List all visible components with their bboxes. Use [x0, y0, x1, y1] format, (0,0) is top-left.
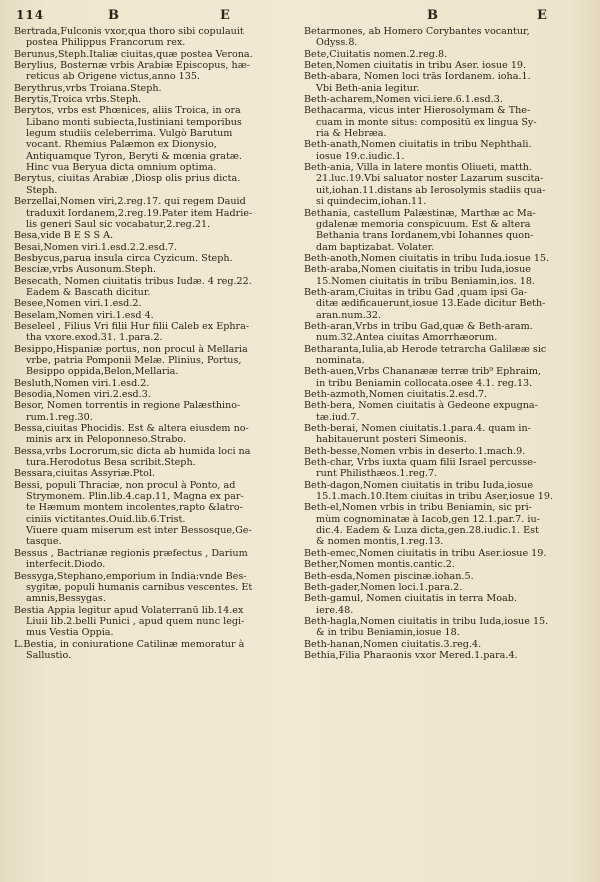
dictionary-entry: [14, 230, 296, 241]
entry-line: vrbe, patria Pomponii Melæ. Plinius, Portus,: [26, 354, 242, 366]
entry-line: Eadem & Bascath dicitur.: [26, 286, 151, 298]
dictionary-entry: [304, 139, 586, 162]
entry-line: 21.luc.19.Vbi saluator noster Lazarum suscita-: [316, 173, 544, 185]
entry-line: Bestia Appia legitur apud Volaterranū lib.14.ex: [14, 604, 244, 616]
entry-line: si quindecim,iohan.11.: [316, 196, 427, 208]
entry-line: Beth-gamul, Nomen ciuitatis in terra Moab.: [304, 593, 517, 605]
entry-line: te Hæmum montem incolentes,rapto &latro-: [26, 502, 243, 514]
dictionary-entry: [14, 605, 296, 639]
dictionary-entry: [304, 548, 586, 559]
dictionary-entry: [14, 389, 296, 400]
entry-line: & in tribu Beniamin,iosue 18.: [316, 627, 460, 639]
dictionary-entry: [14, 60, 296, 83]
dictionary-entry: [304, 49, 586, 60]
entry-line: Berunus,Steph.Italiæ ciuitas,quæ postea Verona.: [14, 48, 253, 60]
dictionary-entry: [14, 344, 296, 378]
entry-line: mùm cognominatæ à Iacob,gen 12.1.par.7. iu-: [316, 513, 540, 525]
dictionary-entry: [304, 105, 586, 139]
entry-line: vocant. Rhemius Palæmon ex Dionysio,: [26, 139, 217, 151]
entry-line: Beth-anath,Nomen ciuitatis in tribu Nephthali.: [304, 139, 532, 151]
entry-line: Betarmones, ab Homero Corybantes vocantur,: [304, 26, 530, 37]
entry-line: tura.Herodotus Besa scribit.Steph.: [26, 457, 196, 469]
entry-line: Bethia,Filia Pharaonis vxor Mered.1.para.4.: [304, 649, 518, 661]
entry-line: lis generi Saul sic vocabatur,2.reg.21.: [26, 218, 211, 230]
entry-line: iere.48.: [316, 604, 354, 616]
running-head-letter: B: [108, 8, 120, 23]
dictionary-entry: [14, 49, 296, 60]
entry-line: reticus ab Origene victus,anno 135.: [26, 71, 200, 83]
entry-line: in tribu Beniamin collocata.osee 4.1. reg.13.: [316, 377, 533, 389]
dictionary-entry: [14, 310, 296, 321]
entry-line: Bethania, castellum Palæstinæ, Marthæ ac Ma-: [304, 207, 536, 219]
entry-line: Beth-hanan,Nomen ciuitatis.3.reg.4.: [304, 638, 482, 650]
entry-line: Beth-abara, Nomen loci trās Iordanem. ioha.1.: [304, 71, 531, 83]
entry-line: Beth-aran,Vrbs in tribu Gad,quæ & Beth-aram.: [304, 320, 533, 332]
dictionary-entry: [304, 582, 586, 593]
dictionary-entry: [304, 344, 586, 367]
entry-line: dic.4. Eadem & Luza dicta,gen.28.iudic.1. Est: [316, 525, 539, 537]
dictionary-entry: [14, 196, 296, 230]
dictionary-entry: [14, 105, 296, 173]
entry-line: 15.1.mach.10.Item ciuitas in tribu Aser,iosue 19.: [316, 491, 554, 503]
entry-line: Beth-char, Vrbs iuxta quam filii Israel percusse-: [304, 457, 537, 469]
dictionary-entry: [304, 423, 586, 446]
right-column: [304, 26, 586, 661]
entry-line: Bertrada,Fulconis vxor,qua thoro sibi copulauit: [14, 26, 244, 37]
entry-line: num.32.Antea ciuitas Amorrhæorum.: [316, 332, 498, 344]
running-head-letter: E: [537, 8, 548, 23]
entry-line: & nomen montis,1.reg.13.: [316, 536, 444, 548]
entry-line: Besciæ,vrbs Ausonum.Steph.: [14, 264, 157, 276]
entry-line: Beth-acharem,Nomen vici.iere.6.1.esd.3.: [304, 94, 503, 106]
entry-line: traduxit Iordanem,2.reg.19.Pater item Hadrie-: [26, 207, 253, 219]
entry-line: 15.Nomen ciuitatis in tribu Beniamin,ios. 18.: [316, 275, 535, 287]
dictionary-entry: [304, 593, 586, 616]
page-number: 114: [16, 8, 45, 22]
entry-line: amnis,Bessygas.: [26, 593, 106, 605]
dictionary-entry: [14, 253, 296, 264]
entry-line: rum.1.reg.30.: [26, 411, 93, 423]
entry-line: Vbi Beth-ania legitur.: [316, 82, 420, 94]
entry-line: Berytus, ciuitas Arabiæ ,Diosp olis prius dicta.: [14, 173, 241, 185]
entry-line: tæ.iud.7.: [316, 411, 360, 423]
dictionary-entry: [304, 60, 586, 71]
running-head: [14, 6, 586, 26]
entry-line: Besa,vide B E S S A.: [14, 230, 114, 242]
entry-line: Beseleel , Filius Vri filii Hur filii Caleb ex Ephra-: [14, 320, 250, 332]
dictionary-entry: [14, 94, 296, 105]
entry-line: Odyss.8.: [316, 37, 358, 49]
dictionary-entry: [304, 400, 586, 423]
entry-line: legum studiis celeberrima. Vulgò Barutum: [26, 128, 233, 140]
running-head-letter: B: [427, 8, 439, 23]
dictionary-entry: [14, 423, 296, 446]
entry-line: Bessus , Bactrianæ regionis præfectus , Darium: [14, 547, 248, 559]
entry-line: gdalenæ memoria conspicuum. Est & altera: [316, 218, 531, 230]
entry-line: Beth-anoth,Nomen ciuitatis in tribu Iuda.iosue 15.: [304, 252, 550, 264]
dictionary-entry: [304, 366, 586, 389]
entry-line: Beth-emec,Nomen ciuitatis in tribu Aser.iosue 19.: [304, 547, 547, 559]
dictionary-entry: [14, 173, 296, 196]
entry-line: Beth-berai, Nomen ciuitatis.1.para.4. quam in-: [304, 423, 531, 435]
entry-line: uit,iohan.11.distans ab Ierosolymis stadiis qua-: [316, 184, 546, 196]
entry-line: Besippo,Hispaniæ portus, non procul à Mellaria: [14, 343, 248, 355]
dictionary-entry: [14, 468, 296, 479]
entry-line: Bete,Ciuitatis nomen.2.reg.8.: [304, 48, 448, 60]
entry-line: Berzellai,Nomen viri,2.reg.17. qui regem Dauid: [14, 196, 246, 208]
entry-line: Hinc vua Beryua dicta omnium optima.: [26, 162, 217, 174]
entry-line: Besbycus,parua insula circa Cyzicum. Steph.: [14, 252, 233, 264]
entry-line: ciniis victitantes.Ouid.lib.6.Trist.: [26, 513, 186, 525]
entry-line: Besippo oppida,Belon,Mellaria.: [26, 366, 179, 378]
dictionary-entry: [14, 548, 296, 571]
dictionary-entry: [14, 639, 296, 662]
dictionary-entry: [304, 287, 586, 321]
entry-line: Beth-el,Nomen vrbis in tribu Beniamin, sic pri-: [304, 502, 532, 514]
entry-line: Sallustio.: [26, 649, 72, 661]
dictionary-entry: [304, 321, 586, 344]
entry-line: Bessara,ciuitas Assyriæ.Ptol.: [14, 468, 156, 480]
entry-line: aran.num.32.: [316, 309, 382, 321]
entry-line: iosue 19.c.iudic.1.: [316, 150, 405, 162]
entry-line: minis arx in Peloponneso.Strabo.: [26, 434, 187, 446]
left-column: [14, 26, 296, 661]
entry-line: Bethania trans Iordanem,vbi Iohannes quon-: [316, 230, 534, 242]
dictionary-entry: [304, 559, 586, 570]
dictionary-entry: [14, 26, 296, 49]
entry-line: Beth-azmoth,Nomen ciuitatis.2.esd.7.: [304, 389, 488, 400]
running-head-letter: E: [220, 8, 231, 23]
entry-line: interfecit.Diodo.: [26, 559, 106, 571]
dictionary-entry: [304, 502, 586, 547]
entry-line: Beselam,Nomen viri.1.esd 4.: [14, 309, 154, 321]
dictionary-entry: [14, 276, 296, 299]
dictionary-entry: [14, 446, 296, 469]
entry-line: Beth-bera, Nomen ciuitatis à Gedeone expugna-: [304, 400, 538, 412]
dictionary-entry: [304, 71, 586, 94]
entry-line: Antiquamque Tyron, Beryti & mœnia gratæ.: [26, 150, 242, 162]
dictionary-entry: [14, 571, 296, 605]
entry-line: Besai,Nomen viri.1.esd.2.2.esd.7.: [14, 241, 178, 253]
entry-line: Besodia,Nomen viri.2.esd.3.: [14, 389, 151, 400]
entry-line: ditæ ædificauerunt,iosue 13.Eade dicitur Beth-: [316, 298, 546, 310]
entry-line: Besee,Nomen viri.1.esd.2.: [14, 298, 142, 310]
entry-line: ria & Hebræa.: [316, 128, 387, 140]
entry-line: Beth-besse,Nomen vrbis in deserto.1.mach.9.: [304, 445, 526, 457]
entry-line: Beth-ania, Villa in latere montis Oliueti, matth.: [304, 162, 533, 174]
entry-line: Bessa,vrbs Locrorum,sic dicta ab humida loci na: [14, 445, 251, 457]
dictionary-entry: [304, 616, 586, 639]
dictionary-entry: [304, 208, 586, 253]
entry-line: Beten,Nomen ciuitatis in tribu Aser. iosue 19.: [304, 60, 527, 72]
dictionary-entry: [304, 457, 586, 480]
entry-line: Beth-aram,Ciuitas in tribu Gad ,quam ipsi Ga-: [304, 286, 528, 298]
dictionary-entry: [304, 650, 586, 661]
entry-line: Strymonem. Plin.lib.4.cap.11, Magna ex par-: [26, 491, 244, 503]
entry-line: cuam in monte situs: compositū ex lingua Sy-: [316, 116, 537, 128]
entry-line: Bessa,ciuitas Phocidis. Est & altera eiusdem no-: [14, 423, 249, 435]
entry-line: Berytos, vrbs est Phœnices, aliis Troica, in ora: [14, 105, 241, 117]
text-columns: [14, 26, 586, 661]
entry-line: Beth-hagla,Nomen ciuitatis in tribu Iuda,iosue 15.: [304, 615, 549, 627]
entry-line: sygitæ, populi humanis carnibus vescentes. Et: [26, 581, 253, 593]
entry-line: Beth-auen,Vrbs Chananææ terræ trib⁹ Ephraim,: [304, 366, 542, 378]
dictionary-entry: [14, 400, 296, 423]
entry-line: Beth-gader,Nomen loci.1.para.2.: [304, 581, 463, 593]
entry-line: habitauerunt posteri Simeonis.: [316, 434, 467, 446]
entry-line: Bessi, populi Thraciæ, non procul à Ponto, ad: [14, 479, 236, 491]
dictionary-entry: [14, 83, 296, 94]
entry-line: Libano monti subiecta,Iustiniani temporibus: [26, 116, 242, 128]
entry-line: Beth-esda,Nomen piscinæ.iohan.5.: [304, 570, 474, 582]
entry-line: nominata.: [316, 354, 365, 366]
entry-line: Besluth,Nomen viri.1.esd.2.: [14, 377, 150, 389]
entry-line: Steph.: [26, 184, 58, 196]
entry-line: Liuii lib.2.belli Punici , apud quem nunc legi-: [26, 615, 245, 627]
entry-line: postea Philippus Francorum rex.: [26, 37, 186, 49]
dictionary-entry: [304, 389, 586, 400]
dictionary-entry: [304, 26, 586, 49]
dictionary-entry: [14, 264, 296, 275]
entry-line: Beth-dagon,Nomen ciuitatis in tribu Iuda,iosue: [304, 479, 534, 491]
dictionary-entry: [14, 480, 296, 548]
entry-line: tha vxore.exod.31. 1.para.2.: [26, 332, 163, 344]
entry-line: Berythrus,vrbs Troiana.Steph.: [14, 82, 162, 94]
dictionary-entry: [304, 253, 586, 264]
dictionary-entry: [304, 639, 586, 650]
dictionary-entry: [14, 378, 296, 389]
entry-line: dam baptizabat. Volater.: [316, 241, 435, 253]
dictionary-entry: [14, 298, 296, 309]
entry-line: Bether,Nomen montis.cantic.2.: [304, 559, 455, 571]
dictionary-entry: [304, 264, 586, 287]
dictionary-entry: [304, 480, 586, 503]
dictionary-entry: [304, 162, 586, 207]
dictionary-entry: [304, 446, 586, 457]
entry-line: Viuere quam miserum est inter Bessosque,Ge-: [26, 525, 252, 537]
entry-line: Berylius, Bosternæ vrbis Arabiæ Episcopus, hæ-: [14, 60, 250, 72]
entry-line: Bessyga,Stephano,emporium in India:vnde Bes-: [14, 570, 247, 582]
dictionary-entry: [14, 321, 296, 344]
dictionary-entry: [14, 242, 296, 253]
entry-line: Betharanta,Iulia,ab Herode tetrarcha Galilææ sic: [304, 343, 547, 355]
entry-line: Berytis,Troica vrbs.Steph.: [14, 94, 142, 106]
dictionary-entry: [304, 571, 586, 582]
entry-line: tasque.: [26, 536, 62, 548]
entry-line: L.Bestia, in coniuratione Catilinæ memoratur à: [14, 638, 245, 650]
entry-line: runt Philisthæos.1.reg.7.: [316, 468, 438, 480]
entry-line: mus Vestia Oppia.: [26, 627, 114, 639]
entry-line: Bethacarma, vicus inter Hierosolymam & The-: [304, 105, 531, 117]
dictionary-entry: [304, 94, 586, 105]
entry-line: Besecath, Nomen ciuitatis tribus Iudæ. 4 reg.22.: [14, 275, 252, 287]
entry-line: Besor, Nomen torrentis in regione Palæsthino-: [14, 400, 241, 412]
entry-line: Beth-araba,Nomen ciuitatis in tribu Iuda,iosue: [304, 264, 531, 276]
